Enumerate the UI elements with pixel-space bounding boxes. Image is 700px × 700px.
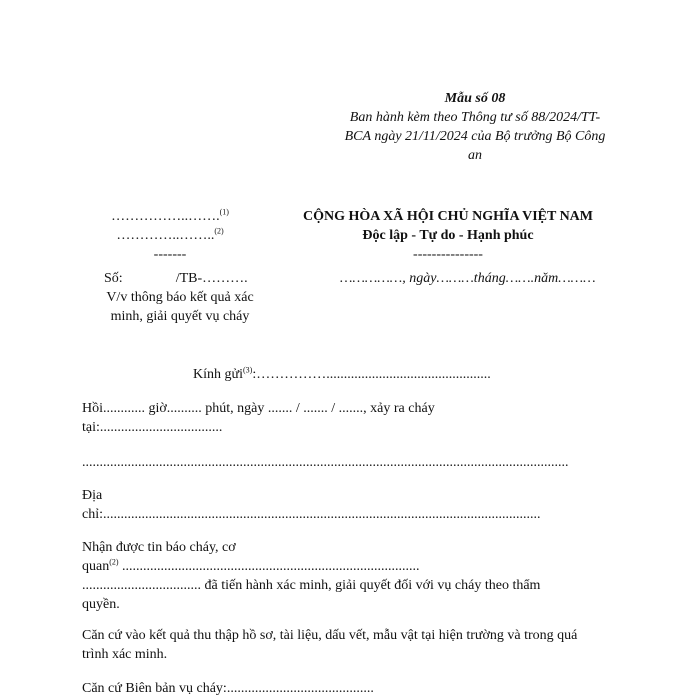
recipient-label: Kính gửi (193, 367, 243, 382)
fire-time-paragraph (82, 400, 622, 438)
footnote-2: (2) (214, 226, 224, 236)
form-reference (330, 90, 620, 166)
received-line-2 (82, 558, 622, 577)
footnote-1: (1) (219, 207, 229, 217)
received-paragraph (82, 539, 622, 615)
basis-paragraph (82, 627, 622, 665)
org-line-2-fill: …………..…….. (116, 227, 215, 243)
issuing-organization (70, 208, 270, 265)
org-line-1-fill: ……………..……. (111, 209, 220, 224)
org-line-1 (70, 208, 270, 227)
org-divider: ------- (153, 246, 187, 262)
subject-line-2: minh, giải quyết vụ cháy (110, 308, 250, 324)
issued-by-line-1: Ban hành kèm theo Thông tư số 88/2024/TT- (349, 109, 601, 125)
received-line-1: Nhận được tin báo cháy, cơ (82, 540, 236, 555)
recipient-line (193, 366, 491, 385)
form-number: Mẫu số 08 (444, 91, 506, 106)
country-name: CỘNG HÒA XÃ HỘI CHỦ NGHĨA VIỆT NAM (302, 209, 593, 224)
received-line-2-fill: ..................................................................................... (118, 558, 420, 574)
footnote-3: (3) (242, 365, 253, 375)
address-label: Địa (82, 488, 103, 503)
address-paragraph (82, 487, 622, 525)
subject-line-1: V/v thông báo kết quả xác (106, 290, 254, 305)
basis-line-1: Căn cứ vào kết quả thu thập hồ sơ, tài liệu, dấu vết, mẫu vật tại hiện trường và trong quá (82, 628, 578, 643)
number-code: /TB-………. (175, 271, 248, 286)
issued-by-line-2: BCA ngày 21/11/2024 của Bộ trưởng Bộ Công (344, 128, 606, 144)
received-line-4: quyền. (82, 596, 120, 612)
place-date-line: ……………, ngày………tháng…….năm……… (340, 271, 596, 286)
number-label: Số: (104, 271, 123, 286)
document-subject (80, 289, 280, 327)
address-line: chỉ:............................................................................................................................. (82, 506, 541, 522)
fire-time-line-2: tại:................................... (82, 419, 223, 435)
document-number (104, 270, 248, 289)
national-motto: Độc lập - Tự do - Hạnh phúc (362, 227, 534, 243)
fire-time-line-1: Hồi............ giờ.......... phút, ngày ....... / ....... / ......., xảy ra cháy (82, 401, 435, 416)
national-header (278, 208, 618, 265)
footnote-2-ref: (2) (109, 557, 119, 567)
received-line-2-prefix: quan (82, 558, 110, 574)
motto-divider: --------------- (413, 246, 483, 262)
minutes-line: Căn cứ Biên bản vụ cháy:.......................................... (82, 681, 374, 696)
dotted-fill-line: ........................................................................................................................................... (82, 455, 569, 470)
recipient-fill: :……………............................................... (252, 367, 491, 382)
received-line-3: .................................. đã tiến hành xác minh, giải quyết đối với vụ cháy theo thẩm (82, 577, 541, 593)
basis-line-2: trình xác minh. (82, 646, 168, 662)
org-line-2 (70, 227, 270, 246)
issued-by-line-3: an (468, 147, 482, 163)
